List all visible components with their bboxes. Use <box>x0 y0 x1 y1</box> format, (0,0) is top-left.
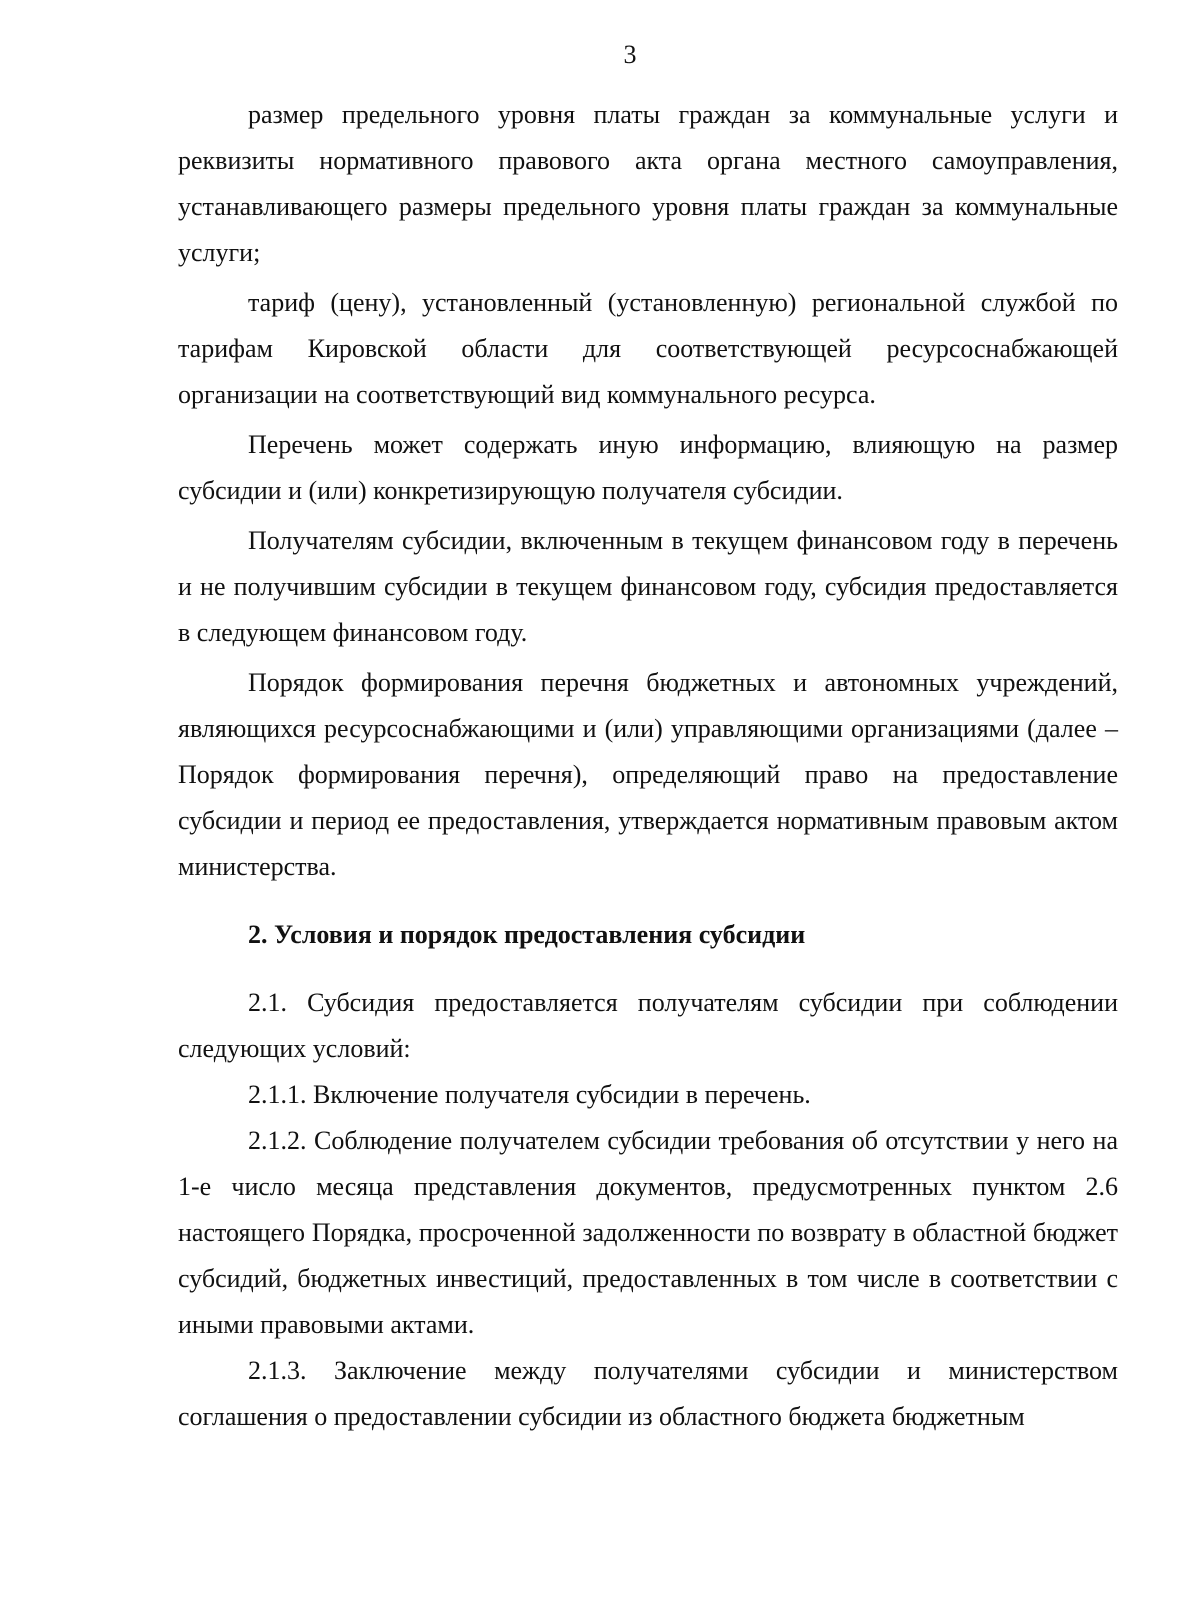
paragraph: Порядок формирования перечня бюджетных и автономных учреждений, являющихся ресурсоснабжающими и (или) управляющими организациями (далее – Порядок формирования перечня), определяющий право на предоставление субсидии и период ее предоставления, утверждается нормативным правовым актом министерства. <box>178 668 1118 881</box>
paragraph: Получателям субсидии, включенным в текущем финансовом году в перечень и не получившим субсидии в текущем финансовом году, субсидия предоставляется в следующем финансовом году. <box>178 526 1118 647</box>
section-heading: 2. Условия и порядок предоставления субсидии <box>248 920 806 949</box>
paragraph: тариф (цену), установленный (установленную) региональной службой по тарифам Кировской области для соответствующей ресурсоснабжающей организации на соответствующий вид коммунального ресурса. <box>178 288 1118 409</box>
paragraph: Перечень может содержать иную информацию, влияющую на размер субсидии и (или) конкретизирующую получателя субсидии. <box>178 430 1118 505</box>
document-body <box>178 92 1118 1440</box>
paragraph: размер предельного уровня платы граждан за коммунальные услуги и реквизиты нормативного правового акта органа местного самоуправления, устанавливающего размеры предельного уровня платы граждан за коммунальные услуги; <box>178 100 1118 267</box>
page-number: 3 <box>623 40 637 69</box>
paragraph: 2.1. Субсидия предоставляется получателям субсидии при соблюдении следующих условий: <box>178 988 1118 1063</box>
paragraph: 2.1.1. Включение получателя субсидии в перечень. <box>248 1080 811 1109</box>
paragraph: 2.1.3. Заключение между получателями субсидии и министерством соглашения о предоставлении субсидии из областного бюджета бюджетным <box>178 1356 1118 1431</box>
paragraph: 2.1.2. Соблюдение получателем субсидии требования об отсутствии у него на 1-е число месяца представления документов, предусмотренных пунктом 2.6 настоящего Порядка, просроченной задолженности по возврату в областной бюджет субсидий, бюджетных инвестиций, предоставленных в том числе в соответствии с иными правовыми актами. <box>178 1126 1118 1339</box>
